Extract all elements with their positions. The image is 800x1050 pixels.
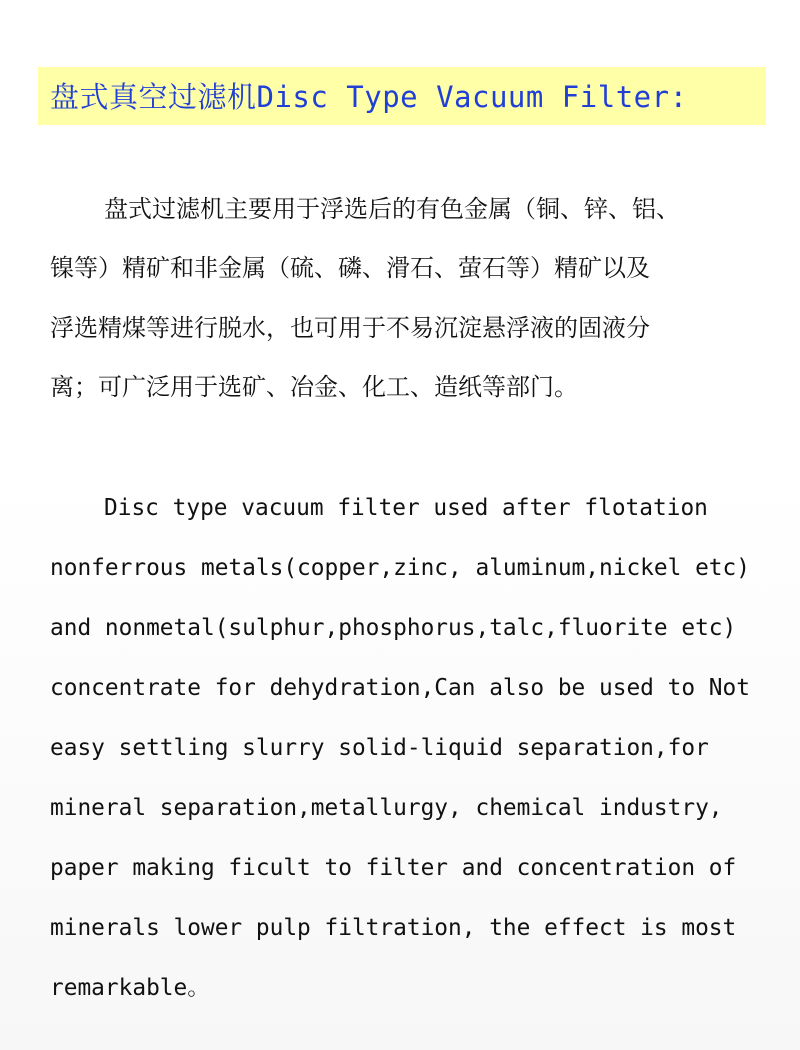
cn-line-2: 镍等）精矿和非金属（硫、磷、滑石、萤石等）精矿以及 xyxy=(50,254,650,282)
en-line-2: nonferrous metals(copper,zinc, aluminum,nickel etc) xyxy=(50,555,750,581)
en-line-5: easy settling slurry solid-liquid separation,for xyxy=(50,735,709,761)
page-title: 盘式真空过滤机Disc Type Vacuum Filter: xyxy=(50,80,688,114)
cn-line-3: 浮选精煤等进行脱水，也可用于不易沉淀悬浮液的固液分 xyxy=(50,314,650,342)
cn-line-4: 离；可广泛用于选矿、冶金、化工、造纸等部门。 xyxy=(50,373,578,401)
en-line-7: paper making ficult to filter and concentration of xyxy=(50,855,737,881)
en-line-3: and nonmetal(sulphur,phosphorus,talc,fluorite etc) xyxy=(50,615,737,641)
cn-line-1: 盘式过滤机主要用于浮选后的有色金属（铜、锌、铝、 xyxy=(104,195,680,223)
en-line-9: remarkable。 xyxy=(50,975,211,1001)
title-banner xyxy=(38,67,766,125)
en-line-8: minerals lower pulp filtration, the effect is most xyxy=(50,915,737,941)
en-line-1: Disc type vacuum filter used after flotation xyxy=(104,495,708,521)
en-line-6: mineral separation,metallurgy, chemical industry, xyxy=(50,795,723,821)
en-line-4: concentrate for dehydration,Can also be used to Not xyxy=(50,675,750,701)
